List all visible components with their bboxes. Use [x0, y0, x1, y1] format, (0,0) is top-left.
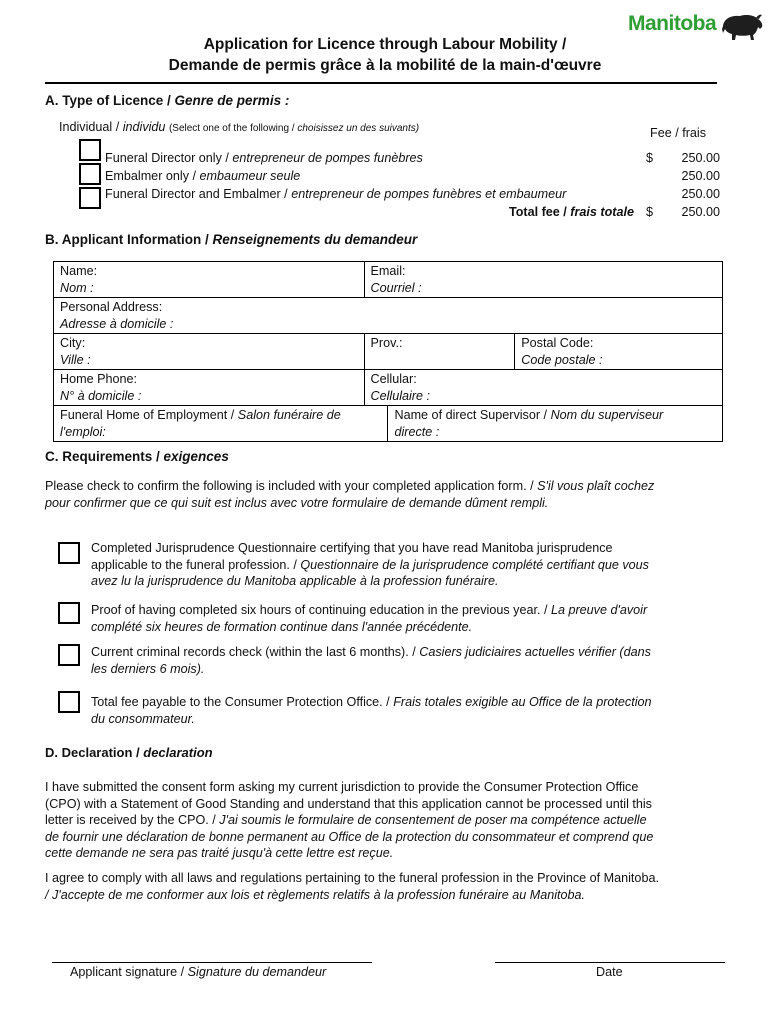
- funeral-home-field[interactable]: Funeral Home of Employment / Salon funéraire de l'emploi:: [54, 406, 388, 442]
- fee-dollar-sign: $: [646, 151, 654, 165]
- postal-code-field[interactable]: Postal Code: Code postale :: [515, 334, 723, 370]
- declaration-paragraph-1: I have submitted the consent form asking my current jurisdiction to provide the Consumer Protection Office (CPO) with a Statement of Good Standing and understand that this application cannot be processed until this letter is received by the CPO. / J'ai soumis le formulaire de consentement de poser ma compétence actuelle de fournir une déclaration de bonne permanent au Office de la protection du consommateur et comprend que cette demande ne sera pas traité jusqu'à cette lettre est reçue.: [45, 780, 654, 860]
- signature-line[interactable]: [52, 962, 372, 963]
- province-field[interactable]: Prov.:: [364, 334, 515, 370]
- option-funeral-director: Funeral Director only / entrepreneur de pompes funèbres: [105, 151, 423, 165]
- home-phone-field[interactable]: Home Phone: N° à domicile :: [54, 370, 365, 406]
- manitoba-logo: [628, 10, 763, 46]
- requirement-jurisprudence: Completed Jurisprudence Questionnaire certifying that you have read Manitoba jurisprudence applicable to the funeral profession. / Questionnaire de la jurisprudence complété certifiant que vous avez lu la jurisprudence du Manitoba applicable à la profession funéraire.: [91, 541, 649, 588]
- page-title-french: Demande de permis grâce à la mobilité de la main-d'œuvre: [168, 57, 602, 74]
- cellular-field[interactable]: Cellular: Cellulaire :: [364, 370, 722, 406]
- requirement-total-fee: Total fee payable to the Consumer Protection Office. / Frais totales exigible au Office de la protection du consommateur.: [91, 695, 652, 726]
- date-label: Date: [596, 965, 623, 979]
- date-line[interactable]: [495, 962, 725, 963]
- option-funeral-director-embalmer: Funeral Director and Embalmer / entrepreneur de pompes funèbres et embaumeur: [105, 187, 567, 201]
- total-fee-label: Total fee / frais totale: [508, 205, 634, 219]
- supervisor-field[interactable]: Name of direct Supervisor / Nom du superviseur directe :: [388, 406, 723, 442]
- requirement-continuing-education: Proof of having completed six hours of continuing education in the previous year. / La preuve d'avoir complété six heures de formation continue dans l'année précédente.: [91, 603, 648, 634]
- total-fee-value: 250.00: [681, 205, 720, 219]
- fee-header: Fee / frais: [650, 126, 706, 140]
- checkbox-criminal-records[interactable]: [58, 644, 80, 666]
- header-rule: [45, 82, 717, 84]
- option-embalmer: Embalmer only / embaumeur seule: [105, 169, 301, 183]
- checkbox-embalmer[interactable]: [79, 163, 101, 185]
- city-field[interactable]: City: Ville :: [54, 334, 365, 370]
- fee-value: 250.00: [681, 187, 720, 201]
- bison-icon: [720, 12, 764, 42]
- checkbox-funeral-director[interactable]: [79, 139, 101, 161]
- fee-value: 250.00: [681, 151, 720, 165]
- section-b-heading: B. Applicant Information / Renseignements du demandeur: [45, 232, 418, 247]
- declaration-paragraph-2: I agree to comply with all laws and regulations pertaining to the funeral profession in the Province of Manitoba. / J'accepte de me conformer aux lois et règlements relatifs à la profession funéraire au Manitoba.: [45, 871, 659, 902]
- applicant-signature-label: Applicant signature / Signature du demandeur: [70, 965, 327, 979]
- applicant-info-table: [53, 261, 723, 442]
- requirement-criminal-records: Current criminal records check (within the last 6 months). / Casiers judiciaires actuelles vérifier (dans les derniers 6 mois).: [91, 645, 651, 676]
- checkbox-continuing-education[interactable]: [58, 602, 80, 624]
- fee-value: 250.00: [681, 169, 720, 183]
- requirements-intro: Please check to confirm the following is included with your completed application form. / S'il vous plaît cochez pour confirmer que ce qui suit est inclus avec votre formulaire de demande dûment rempli.: [45, 479, 655, 510]
- checkbox-funeral-director-embalmer[interactable]: [79, 187, 101, 209]
- section-a-heading: A. Type of Licence / Genre de permis :: [45, 93, 290, 108]
- total-dollar-sign: $: [646, 205, 654, 219]
- logo-text: Manitoba: [628, 12, 717, 35]
- individual-label: Individual / individu (Select one of the following / choisissez un des suivants): [59, 120, 420, 134]
- section-c-heading: C. Requirements / exigences: [45, 449, 229, 464]
- checkbox-total-fee[interactable]: [58, 691, 80, 713]
- page-title-english: Application for Licence through Labour Mobility /: [203, 36, 567, 53]
- personal-address-field[interactable]: Personal Address: Adresse à domicile :: [54, 298, 723, 334]
- name-field[interactable]: Name: Nom :: [54, 262, 365, 298]
- section-d-heading: D. Declaration / declaration: [45, 745, 213, 760]
- email-field[interactable]: Email: Courriel :: [364, 262, 722, 298]
- checkbox-jurisprudence[interactable]: [58, 542, 80, 564]
